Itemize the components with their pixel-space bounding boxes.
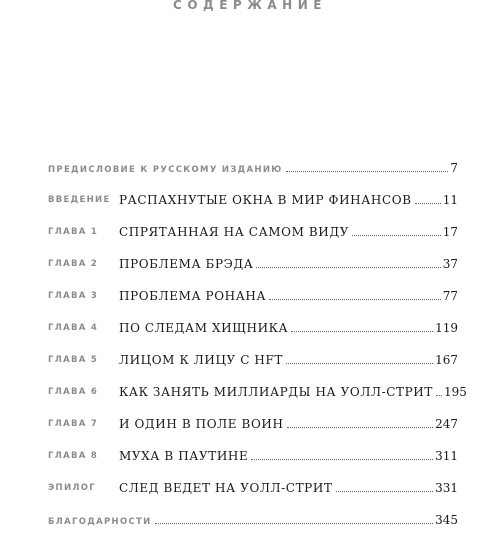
toc-entry-label: ГЛАВА 6: [48, 387, 99, 397]
toc-entry-label: ГЛАВА 3: [48, 291, 99, 301]
dot-leader: [256, 267, 440, 268]
toc-entry-page: 345: [435, 513, 458, 527]
toc-entry-page: 17: [442, 225, 458, 239]
toc-entry-preface[interactable]: [48, 152, 458, 184]
toc-entry-title: ПРОБЛЕМА БРЭДА: [119, 257, 254, 271]
dot-leader: [286, 363, 433, 364]
toc-entry-title: КАК ЗАНЯТЬ МИЛЛИАРДЫ НА УОЛЛ-СТРИТ: [119, 385, 433, 399]
toc-entry-page: 7: [450, 161, 458, 175]
dot-leader: [291, 331, 433, 332]
toc-entry-body: [119, 257, 458, 271]
toc-entry-label: ГЛАВА 5: [48, 355, 99, 365]
toc-entry-title: ПО СЛЕДАМ ХИЩНИКА: [119, 321, 289, 335]
toc-entry-label: ГЛАВА 8: [48, 451, 99, 461]
toc-entry-title: ПРОБЛЕМА РОНАНА: [119, 289, 267, 303]
toc-entry-chapter-5[interactable]: [48, 344, 458, 376]
toc-entry-body: [119, 225, 458, 239]
toc-entry-chapter-1[interactable]: [48, 216, 458, 248]
toc-entry-body: [48, 513, 458, 527]
toc-entry-page: 37: [442, 257, 458, 271]
toc-entry-epilogue[interactable]: [48, 472, 458, 504]
toc-entry-title: БЛАГОДАРНОСТИ: [48, 517, 152, 527]
toc-entry-page: 195: [443, 385, 467, 399]
toc-entry-body: [119, 417, 458, 431]
toc-entry-page: 247: [435, 417, 458, 431]
toc-entry-chapter-3[interactable]: [48, 280, 458, 312]
toc-entry-page: 77: [442, 289, 458, 303]
dot-leader: [336, 491, 434, 492]
toc-entry-title: РАСПАХНУТЫЕ ОКНА В МИР ФИНАНСОВ: [119, 193, 412, 207]
dot-leader: [251, 459, 433, 460]
toc-entry-title: СЛЕД ВЕДЕТ НА УОЛЛ-СТРИТ: [119, 481, 333, 495]
toc-entry-title: И ОДИН В ПОЛЕ ВОИН: [119, 417, 284, 431]
toc-entry-title: СПРЯТАННАЯ НА САМОМ ВИДУ: [119, 225, 350, 239]
toc-entry-body: [48, 161, 458, 175]
dot-leader: [269, 299, 441, 300]
table-of-contents: [48, 152, 467, 536]
toc-entry-acknowledgements[interactable]: [48, 504, 458, 536]
toc-entry-page: 11: [442, 193, 458, 207]
toc-entry-chapter-2[interactable]: [48, 248, 458, 280]
toc-entry-label: ГЛАВА 7: [48, 419, 99, 429]
dot-leader: [415, 203, 441, 204]
toc-entry-chapter-4[interactable]: [48, 312, 458, 344]
toc-entry-introduction[interactable]: [48, 184, 458, 216]
toc-entry-label: ГЛАВА 1: [48, 227, 99, 237]
toc-entry-title: МУХА В ПАУТИНЕ: [119, 449, 249, 463]
toc-entry-body: [119, 449, 458, 463]
toc-entry-label: ЭПИЛОГ: [48, 483, 96, 493]
toc-entry-body: [119, 289, 458, 303]
page-title: СОДЕРЖАНИЕ: [173, 0, 327, 12]
toc-entry-page: 119: [435, 321, 458, 335]
toc-entry-label: ВВЕДЕНИЕ: [48, 195, 111, 205]
dot-leader: [436, 395, 442, 396]
toc-entry-body: [119, 481, 458, 495]
toc-entry-chapter-8[interactable]: [48, 440, 458, 472]
toc-entry-label: ГЛАВА 2: [48, 259, 99, 269]
toc-entry-chapter-7[interactable]: [48, 408, 458, 440]
toc-entry-label: ГЛАВА 4: [48, 323, 99, 333]
toc-entry-body: [119, 353, 458, 367]
dot-leader: [352, 235, 441, 236]
dot-leader: [155, 523, 434, 524]
dot-leader: [287, 427, 434, 428]
toc-entry-title: ПРЕДИСЛОВИЕ К РУССКОМУ ИЗДАНИЮ: [48, 165, 283, 175]
toc-entry-page: 167: [435, 353, 458, 367]
toc-entry-body: [119, 193, 458, 207]
toc-entry-chapter-6[interactable]: [48, 376, 467, 408]
toc-entry-body: [119, 385, 467, 399]
dot-leader: [286, 171, 449, 172]
toc-entry-page: 311: [435, 449, 458, 463]
toc-entry-title: ЛИЦОМ К ЛИЦУ С HFT: [119, 353, 284, 367]
toc-entry-body: [119, 321, 458, 335]
toc-entry-page: 331: [435, 481, 458, 495]
